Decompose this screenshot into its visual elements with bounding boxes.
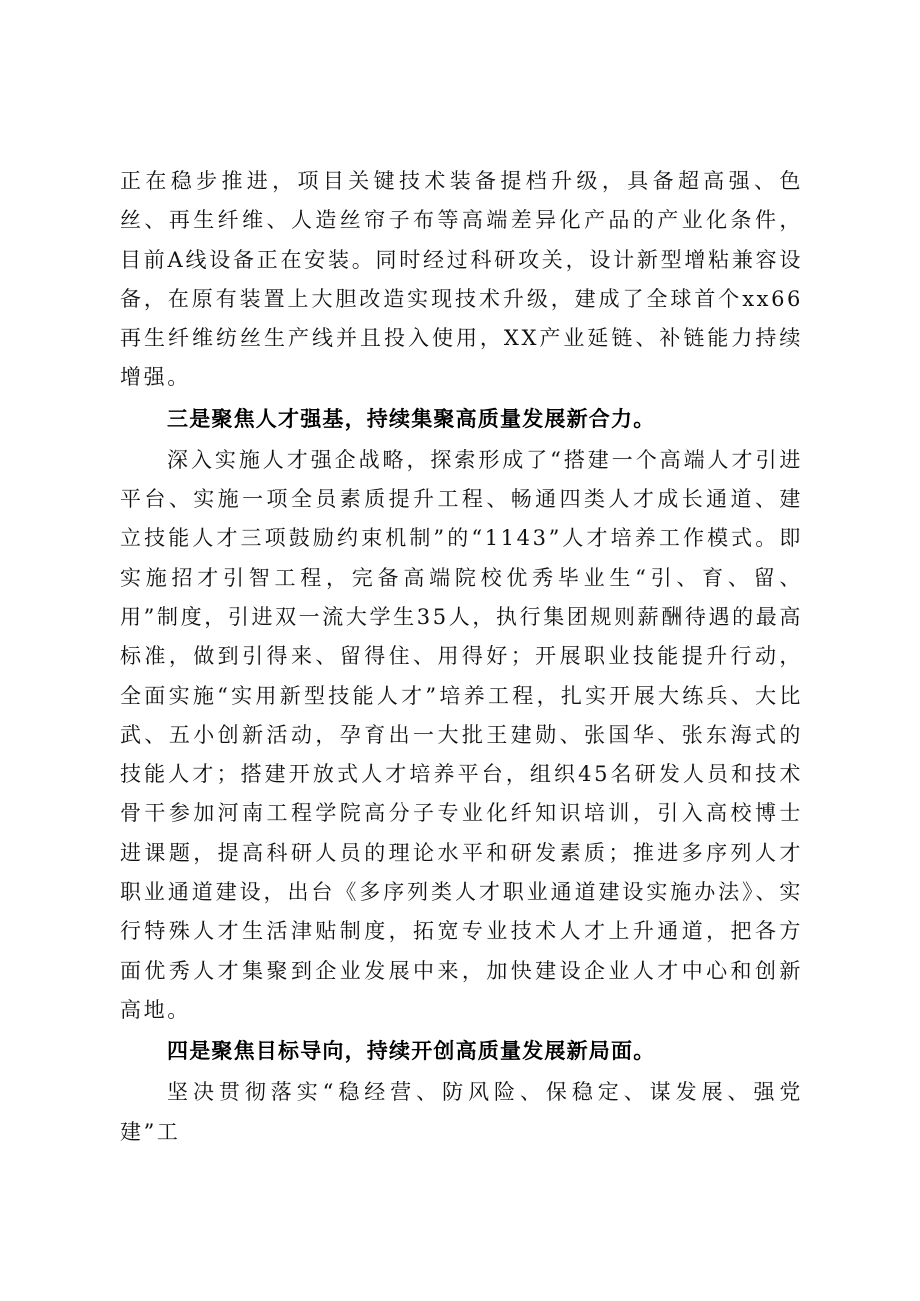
section-heading-3: 三是聚焦人才强基，持续集聚高质量发展新合力。 <box>167 406 656 431</box>
paragraph-continued: 正在稳步推进，项目关键技术装备提档升级，具备超高强、色丝、再生纤维、人造丝帘子布等高端差异化产品的产业化条件，目前A线设备正在安装。同时经过科研攻关，设计新型增粘兼容设备，在原有装置上大胆改造实现技术升级，建成了全球首个xx66再生纤维纺丝生产线并且投入使用，XX产业延链、补链能力持续增强。 <box>120 169 803 390</box>
paragraph-goal-orientation: 坚决贯彻落实“稳经营、防风险、保稳定、谋发展、强党建”工 <box>120 1080 803 1144</box>
paragraph-talent-strategy: 深入实施人才强企战略，探索形成了“搭建一个高端人才引进平台、实施一项全员素质提升工程、畅通四类人才成长通道、建立技能人才三项鼓励约束机制”的“1143”人才培养工作模式。即实施招才引智工程，完备高端院校优秀毕业生“引、育、留、用”制度，引进双一流大学生35人，执行集团规则薪酬待遇的最高标准，做到引得来、留得住、用得好；开展职业技能提升行动，全面实施“实用新型技能人才”培养工程，扎实开展大练兵、大比武、五小创新活动，孕育出一大批王建勋、张国华、张东海式的技能人才；搭建开放式人才培养平台，组织45名研发人员和技术骨干参加河南工程学院高分子专业化纤知识培训，引入高校博士进课题，提高科研人员的理论水平和研发素质；推进多序列人才职业通道建设，出台《多序列类人才职业通道建设实施办法》、实行特殊人才生活津贴制度，拓宽专业技术人才上升通道，把各方面优秀人才集聚到企业发展中来，加快建设企业人才中心和创新高地。 <box>120 447 803 1022</box>
document-body <box>120 162 803 1152</box>
section-heading-4: 四是聚焦目标导向，持续开创高质量发展新局面。 <box>167 1039 656 1064</box>
